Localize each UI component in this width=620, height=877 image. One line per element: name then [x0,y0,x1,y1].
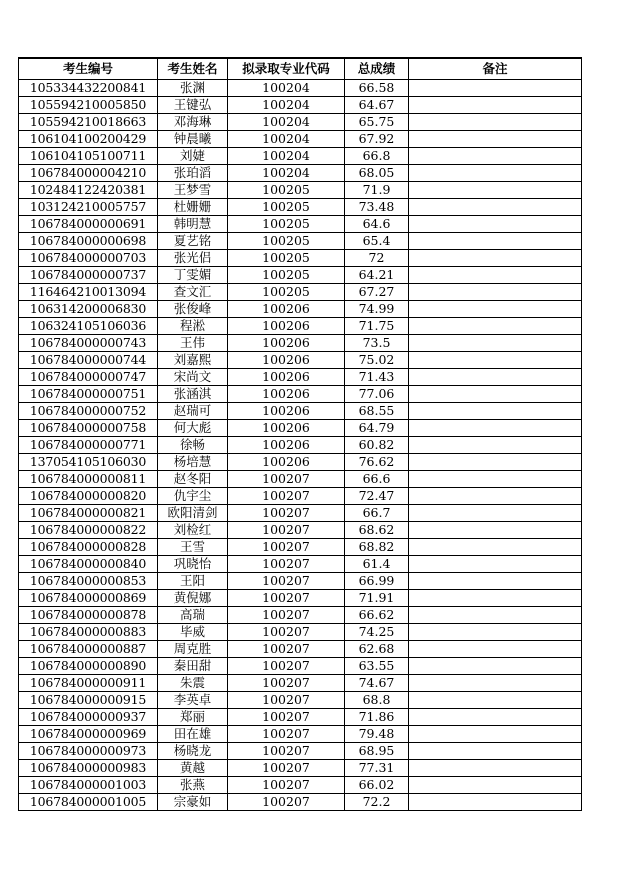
candidate-id-cell: 106784000000822 [19,522,158,539]
candidate-id-cell: 103124210005757 [19,199,158,216]
candidate-name-cell: 秦田甜 [158,658,228,675]
table-row [19,165,582,182]
total-score-cell: 74.67 [345,675,409,692]
major-code-cell: 100206 [228,403,345,420]
remarks-cell [409,488,582,505]
table-row [19,97,582,114]
candidate-name-cell: 程淞 [158,318,228,335]
header-candidate-name: 考生姓名 [158,58,228,80]
table-row [19,454,582,471]
total-score-cell: 66.8 [345,148,409,165]
remarks-cell [409,284,582,301]
remarks-cell [409,131,582,148]
remarks-cell [409,522,582,539]
remarks-cell [409,148,582,165]
candidate-name-cell: 刘嘉熙 [158,352,228,369]
major-code-cell: 100207 [228,794,345,811]
header-total-score: 总成绩 [345,58,409,80]
total-score-cell: 74.99 [345,301,409,318]
candidate-id-cell: 116464210013094 [19,284,158,301]
major-code-cell: 100205 [228,267,345,284]
candidate-id-cell: 106784000000811 [19,471,158,488]
candidate-name-cell: 徐畅 [158,437,228,454]
table-row [19,539,582,556]
major-code-cell: 100204 [228,80,345,97]
candidate-id-cell: 106784000000878 [19,607,158,624]
total-score-cell: 77.31 [345,760,409,777]
candidate-id-cell: 106784000000737 [19,267,158,284]
candidate-id-cell: 106784000000887 [19,641,158,658]
major-code-cell: 100207 [228,488,345,505]
remarks-cell [409,335,582,352]
remarks-cell [409,80,582,97]
table-row [19,522,582,539]
candidate-name-cell: 郑丽 [158,709,228,726]
candidate-name-cell: 田在雄 [158,726,228,743]
candidate-name-cell: 王键弘 [158,97,228,114]
candidate-id-cell: 106104100200429 [19,131,158,148]
table-row [19,80,582,97]
table-row [19,743,582,760]
major-code-cell: 100204 [228,114,345,131]
total-score-cell: 64.6 [345,216,409,233]
table-row [19,267,582,284]
total-score-cell: 79.48 [345,726,409,743]
total-score-cell: 72 [345,250,409,267]
candidate-id-cell: 106784000000743 [19,335,158,352]
remarks-cell [409,369,582,386]
table-row [19,692,582,709]
major-code-cell: 100206 [228,437,345,454]
candidate-id-cell: 106784000000821 [19,505,158,522]
candidate-id-cell: 137054105106030 [19,454,158,471]
major-code-cell: 100207 [228,675,345,692]
major-code-cell: 100206 [228,335,345,352]
candidate-id-cell: 106784000001005 [19,794,158,811]
total-score-cell: 66.99 [345,573,409,590]
header-major-code: 拟录取专业代码 [228,58,345,80]
major-code-cell: 100207 [228,573,345,590]
table-row [19,573,582,590]
remarks-cell [409,505,582,522]
total-score-cell: 64.79 [345,420,409,437]
candidate-id-cell: 106104105100711 [19,148,158,165]
remarks-cell [409,182,582,199]
table-row [19,641,582,658]
candidate-name-cell: 张俊峰 [158,301,228,318]
total-score-cell: 72.47 [345,488,409,505]
table-row [19,709,582,726]
candidate-id-cell: 106784000000840 [19,556,158,573]
total-score-cell: 66.62 [345,607,409,624]
total-score-cell: 65.75 [345,114,409,131]
candidate-id-cell: 106784000000744 [19,352,158,369]
candidate-id-cell: 106784000000869 [19,590,158,607]
table-row [19,216,582,233]
header-row [19,58,582,80]
candidate-name-cell: 仇宇尘 [158,488,228,505]
candidate-id-cell: 106784000000758 [19,420,158,437]
candidate-name-cell: 王伟 [158,335,228,352]
table-row [19,675,582,692]
table-row [19,607,582,624]
total-score-cell: 75.02 [345,352,409,369]
candidate-name-cell: 高瑞 [158,607,228,624]
remarks-cell [409,267,582,284]
major-code-cell: 100207 [228,641,345,658]
table-row [19,437,582,454]
remarks-cell [409,726,582,743]
candidate-name-cell: 欧阳清剑 [158,505,228,522]
major-code-cell: 100206 [228,420,345,437]
candidate-name-cell: 刘婕 [158,148,228,165]
table-row [19,403,582,420]
candidate-name-cell: 宋尚文 [158,369,228,386]
candidate-id-cell: 106784000000752 [19,403,158,420]
candidate-name-cell: 杨培慧 [158,454,228,471]
table-row [19,471,582,488]
candidate-name-cell: 张渊 [158,80,228,97]
total-score-cell: 72.2 [345,794,409,811]
remarks-cell [409,641,582,658]
major-code-cell: 100207 [228,505,345,522]
table-row [19,352,582,369]
table-row [19,420,582,437]
total-score-cell: 71.43 [345,369,409,386]
candidate-name-cell: 张珀滔 [158,165,228,182]
major-code-cell: 100207 [228,777,345,794]
candidate-id-cell: 105334432200841 [19,80,158,97]
candidate-id-cell: 105594210005850 [19,97,158,114]
total-score-cell: 68.82 [345,539,409,556]
total-score-cell: 77.06 [345,386,409,403]
remarks-cell [409,352,582,369]
total-score-cell: 71.91 [345,590,409,607]
remarks-cell [409,165,582,182]
major-code-cell: 100205 [228,284,345,301]
table-row [19,624,582,641]
candidate-name-cell: 周克胜 [158,641,228,658]
major-code-cell: 100207 [228,556,345,573]
table-row [19,386,582,403]
candidate-id-cell: 106784000000937 [19,709,158,726]
remarks-cell [409,216,582,233]
remarks-cell [409,556,582,573]
candidate-name-cell: 查文汇 [158,284,228,301]
remarks-cell [409,624,582,641]
total-score-cell: 68.05 [345,165,409,182]
major-code-cell: 100207 [228,607,345,624]
major-code-cell: 100207 [228,471,345,488]
remarks-cell [409,454,582,471]
remarks-cell [409,709,582,726]
candidate-name-cell: 杜姗姗 [158,199,228,216]
candidate-name-cell: 赵冬阳 [158,471,228,488]
total-score-cell: 66.58 [345,80,409,97]
candidate-name-cell: 黄倪娜 [158,590,228,607]
total-score-cell: 64.67 [345,97,409,114]
major-code-cell: 100206 [228,369,345,386]
candidate-name-cell: 刘检红 [158,522,228,539]
total-score-cell: 66.02 [345,777,409,794]
table-row [19,233,582,250]
major-code-cell: 100207 [228,760,345,777]
total-score-cell: 64.21 [345,267,409,284]
remarks-cell [409,743,582,760]
major-code-cell: 100205 [228,233,345,250]
remarks-cell [409,318,582,335]
remarks-cell [409,386,582,403]
table-row [19,301,582,318]
candidate-id-cell: 106784000004210 [19,165,158,182]
major-code-cell: 100205 [228,182,345,199]
table-row [19,131,582,148]
candidate-id-cell: 106784000000751 [19,386,158,403]
candidate-name-cell: 张涵淇 [158,386,228,403]
candidate-name-cell: 巩晓怡 [158,556,228,573]
remarks-cell [409,675,582,692]
total-score-cell: 76.62 [345,454,409,471]
remarks-cell [409,590,582,607]
major-code-cell: 100207 [228,522,345,539]
candidate-id-cell: 106784000000853 [19,573,158,590]
major-code-cell: 100205 [228,216,345,233]
major-code-cell: 100207 [228,539,345,556]
table-row [19,760,582,777]
admission-score-table [18,57,582,811]
major-code-cell: 100207 [228,590,345,607]
major-code-cell: 100207 [228,658,345,675]
total-score-cell: 65.4 [345,233,409,250]
major-code-cell: 100206 [228,386,345,403]
table-row [19,658,582,675]
total-score-cell: 68.8 [345,692,409,709]
total-score-cell: 66.6 [345,471,409,488]
table-row [19,726,582,743]
candidate-name-cell: 夏艺铭 [158,233,228,250]
candidate-id-cell: 106784000000820 [19,488,158,505]
total-score-cell: 71.75 [345,318,409,335]
table-row [19,284,582,301]
major-code-cell: 100204 [228,131,345,148]
remarks-cell [409,658,582,675]
candidate-id-cell: 106784000000698 [19,233,158,250]
table-row [19,114,582,131]
candidate-id-cell: 102484122420381 [19,182,158,199]
candidate-name-cell: 钟晨曦 [158,131,228,148]
remarks-cell [409,539,582,556]
candidate-id-cell: 106784000000983 [19,760,158,777]
major-code-cell: 100206 [228,352,345,369]
total-score-cell: 68.95 [345,743,409,760]
major-code-cell: 100207 [228,709,345,726]
candidate-id-cell: 106784000000969 [19,726,158,743]
major-code-cell: 100206 [228,318,345,335]
candidate-name-cell: 王雪 [158,539,228,556]
candidate-name-cell: 黄越 [158,760,228,777]
major-code-cell: 100206 [228,454,345,471]
table-row [19,590,582,607]
total-score-cell: 63.55 [345,658,409,675]
table-row [19,369,582,386]
table-row [19,335,582,352]
candidate-id-cell: 106784000000828 [19,539,158,556]
major-code-cell: 100206 [228,301,345,318]
total-score-cell: 61.4 [345,556,409,573]
candidate-id-cell: 106324105106036 [19,318,158,335]
candidate-id-cell: 106784000000973 [19,743,158,760]
total-score-cell: 73.48 [345,199,409,216]
table-row [19,556,582,573]
table-row [19,199,582,216]
candidate-id-cell: 106784000000703 [19,250,158,267]
remarks-cell [409,794,582,811]
candidate-id-cell: 106784000000747 [19,369,158,386]
table-row [19,794,582,811]
candidate-name-cell: 何大彪 [158,420,228,437]
remarks-cell [409,250,582,267]
remarks-cell [409,573,582,590]
remarks-cell [409,199,582,216]
total-score-cell: 68.62 [345,522,409,539]
remarks-cell [409,760,582,777]
total-score-cell: 71.86 [345,709,409,726]
table-row [19,318,582,335]
header-remarks: 备注 [409,58,582,80]
remarks-cell [409,97,582,114]
candidate-id-cell: 106314200006830 [19,301,158,318]
remarks-cell [409,233,582,250]
table-row [19,488,582,505]
remarks-cell [409,403,582,420]
major-code-cell: 100207 [228,743,345,760]
table-row [19,777,582,794]
candidate-name-cell: 毕威 [158,624,228,641]
remarks-cell [409,607,582,624]
remarks-cell [409,114,582,131]
table-row [19,182,582,199]
table-row [19,250,582,267]
remarks-cell [409,777,582,794]
total-score-cell: 60.82 [345,437,409,454]
header-candidate-id: 考生编号 [19,58,158,80]
major-code-cell: 100204 [228,148,345,165]
major-code-cell: 100205 [228,199,345,216]
candidate-name-cell: 张光侣 [158,250,228,267]
candidate-name-cell: 杨晓龙 [158,743,228,760]
candidate-id-cell: 105594210018663 [19,114,158,131]
remarks-cell [409,437,582,454]
table-body [19,80,582,811]
table-row [19,148,582,165]
total-score-cell: 66.7 [345,505,409,522]
total-score-cell: 68.55 [345,403,409,420]
remarks-cell [409,420,582,437]
total-score-cell: 73.5 [345,335,409,352]
candidate-id-cell: 106784000001003 [19,777,158,794]
candidate-id-cell: 106784000000911 [19,675,158,692]
candidate-id-cell: 106784000000691 [19,216,158,233]
major-code-cell: 100204 [228,165,345,182]
major-code-cell: 100207 [228,624,345,641]
remarks-cell [409,471,582,488]
table-row [19,505,582,522]
candidate-name-cell: 王阳 [158,573,228,590]
candidate-name-cell: 丁雯媚 [158,267,228,284]
major-code-cell: 100204 [228,97,345,114]
candidate-name-cell: 李英卓 [158,692,228,709]
candidate-name-cell: 邓海琳 [158,114,228,131]
candidate-name-cell: 王梦雪 [158,182,228,199]
remarks-cell [409,301,582,318]
candidate-name-cell: 宗豪如 [158,794,228,811]
candidate-id-cell: 106784000000915 [19,692,158,709]
candidate-name-cell: 朱震 [158,675,228,692]
major-code-cell: 100207 [228,726,345,743]
major-code-cell: 100205 [228,250,345,267]
candidate-id-cell: 106784000000883 [19,624,158,641]
total-score-cell: 67.92 [345,131,409,148]
total-score-cell: 71.9 [345,182,409,199]
total-score-cell: 67.27 [345,284,409,301]
remarks-cell [409,692,582,709]
total-score-cell: 74.25 [345,624,409,641]
candidate-id-cell: 106784000000890 [19,658,158,675]
major-code-cell: 100207 [228,692,345,709]
candidate-id-cell: 106784000000771 [19,437,158,454]
total-score-cell: 62.68 [345,641,409,658]
candidate-name-cell: 韩明慧 [158,216,228,233]
candidate-name-cell: 赵瑞可 [158,403,228,420]
candidate-name-cell: 张燕 [158,777,228,794]
